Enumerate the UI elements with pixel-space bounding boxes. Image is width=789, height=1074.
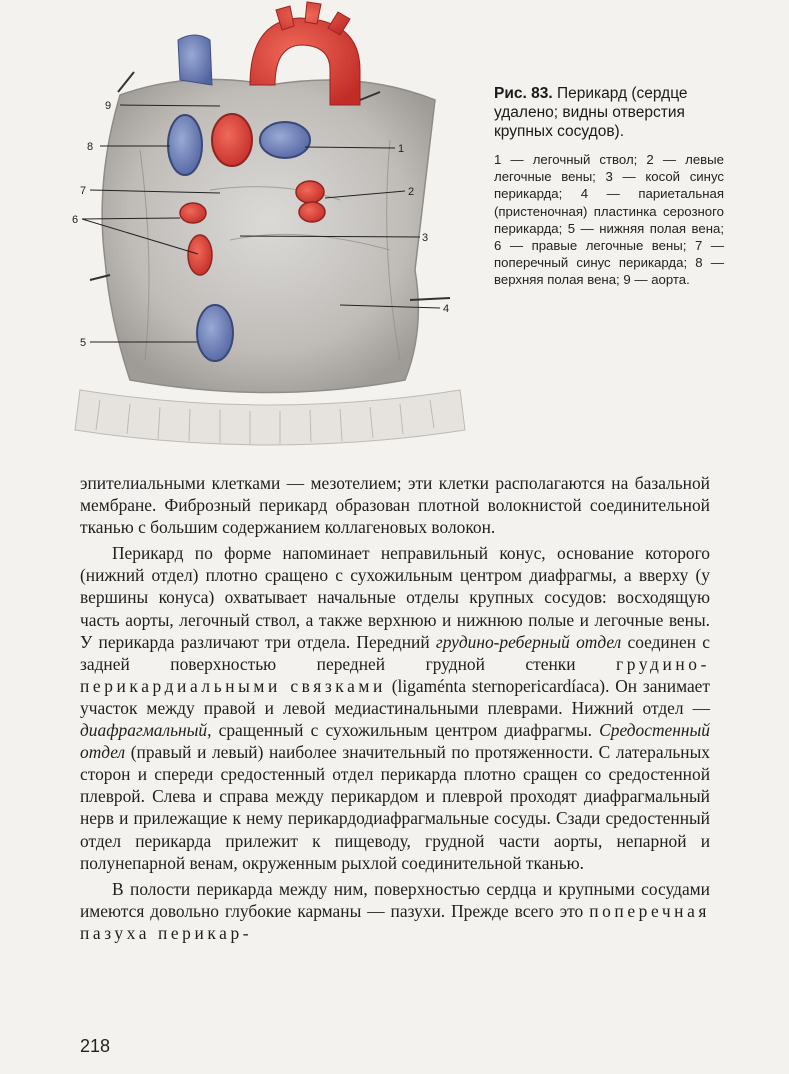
p2-part-c: соединен с задней поверхностью передней грудной стенки <box>80 631 711 674</box>
diaphragm-fringe <box>75 390 465 445</box>
callout-4: 4 <box>443 303 450 315</box>
superior-vena-cava-top <box>178 35 212 85</box>
caption-legend: 1 — легочный ствол; 2 — левые легочные вены; 3 — косой синус перикарда; 4 — париетальная (пристеночная) пластинка серозного перикарда; 5 — нижняя полая вена; 6 — правые легочные вены; 7 — поперечный синус перикарда; 8 — верхняя полая вена; 9 — аорта. <box>494 152 724 288</box>
callout-2: 2 <box>408 186 415 198</box>
callout-9: 9 <box>105 100 112 112</box>
caption-title-text: Перикард (сердце удалено; видны отверстия крупных сосудов). <box>494 85 688 140</box>
term-diaphragmatic: диафрагмальный, <box>80 720 212 741</box>
term-ligaments: грудино-перикардиальными связками <box>80 653 710 696</box>
page-number: 218 <box>80 1036 111 1056</box>
right-pulmonary-vein-lower <box>188 235 212 275</box>
term-sternocostal: грудино-реберный отдел <box>435 631 622 652</box>
p2-part-e: (ligaménta sternopericardíaca). Он занимает участок между правой и левой медиастинальными плеврами. Нижний отдел — <box>80 675 710 718</box>
body-text <box>80 472 710 944</box>
callout-5: 5 <box>80 337 87 349</box>
right-pulmonary-vein-upper <box>180 203 206 223</box>
term-transverse-sinus: поперечная пазуха перикар- <box>80 900 710 943</box>
paragraph-1: эпителиальными клетками — мезотелием; эти клетки располагаются на базальной мембране. Фиброзный перикард образован плотной волокнистой соединительной тканью с большим содержанием коллагеновых волокон. <box>80 473 710 538</box>
p3-part-a: В полости перикарда между ним, поверхностью сердца и крупными сосудами имеются довольно глубокие карманы — пазухи. Прежде всего это <box>80 878 710 921</box>
callout-8: 8 <box>87 141 94 153</box>
callout-7: 7 <box>80 185 87 197</box>
figure-caption <box>494 84 724 289</box>
caption-label: Рис. 83. <box>494 85 553 102</box>
p2-part-g: сращенный с сухожильным центром диафрагмы. <box>218 720 592 741</box>
pericardium-illustration <box>60 0 480 460</box>
callout-1: 1 <box>398 143 405 155</box>
paragraph-3 <box>80 878 710 944</box>
ivc-opening <box>197 305 233 361</box>
pulmonary-trunk-opening <box>260 122 310 158</box>
p2-part-i: (правый и левый) наиболее значительный по протяженности. С латеральных сторон и спереди средостенный отдел перикарда плотно сращен со средостенной плеврой. Слева и справа между перикардом и плеврой проходят диафрагмальный нерв и прилежащие к нему перикардодиафрагмальные сосуды. Сзади средостенный отдел перикарда прилежит к пищеводу, грудной части аорты, непарной и полунепарной венам, окруженным рыхлой соединительной тканью. <box>80 742 710 873</box>
paragraph-2 <box>80 542 710 873</box>
aorta-opening <box>212 114 252 166</box>
left-pulmonary-vein-upper <box>296 181 324 203</box>
caption-title <box>494 84 724 141</box>
left-pulmonary-vein-lower <box>299 202 325 222</box>
p2-part-a: Перикард по форме напоминает неправильный конус, основание которого (нижний отдел) плотно сращено с сухожильным центром диафрагмы, а вверху (у вершины конуса) охватывает начальные отделы крупных сосудов: восходящую часть аорты, легочный ствол, а также верхнюю и нижнюю полые и легочные вены. У перикарда различают три отдела. Передний <box>80 543 710 652</box>
term-mediastinal: Средостенный отдел <box>80 720 710 763</box>
svc-opening <box>168 115 202 175</box>
callout-3: 3 <box>422 232 429 244</box>
callout-6: 6 <box>72 214 79 226</box>
